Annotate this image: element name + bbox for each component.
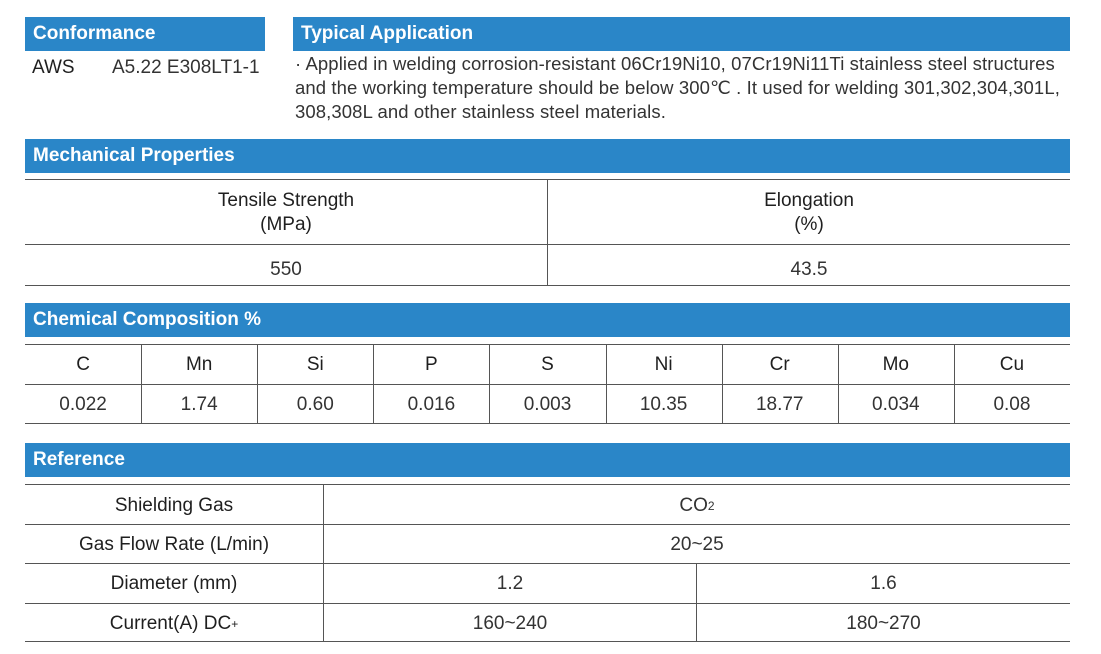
ref-rule-1: [25, 524, 1070, 525]
chem-element-ni: Ni: [654, 354, 673, 375]
current-label-superscript: +: [231, 616, 239, 631]
elongation-label: Elongation: [764, 190, 854, 211]
current-value-2: 180~270: [846, 612, 921, 634]
shielding-gas-formula: CO: [679, 494, 708, 516]
chem-element-si: Si: [306, 354, 324, 375]
gas-flow-rate-label: Gas Flow Rate (L/min): [78, 534, 270, 555]
chem-element-cr: Cr: [769, 354, 790, 375]
chem-element-p: P: [425, 354, 438, 375]
chemical-composition-header: Chemical Composition %: [25, 303, 1070, 337]
chem-element-c: C: [76, 354, 90, 375]
elongation-unit: (%): [794, 214, 824, 235]
shielding-gas-value: [324, 487, 1070, 524]
mech-mid-rule: [25, 244, 1070, 245]
conformance-header: Conformance: [25, 17, 265, 51]
chem-value-s: 0.003: [523, 393, 572, 415]
chem-column-divider: [257, 345, 258, 423]
mech-bottom-rule: [25, 285, 1070, 286]
chem-column-divider: [489, 345, 490, 423]
chem-value-cr: 18.77: [755, 393, 804, 415]
chem-element-mo: Mo: [882, 354, 910, 375]
chem-element-mn: Mn: [185, 354, 213, 375]
current-value-1: 160~240: [472, 612, 548, 634]
gas-flow-rate-value: 20~25: [670, 534, 724, 555]
chem-value-mn: 1.74: [180, 393, 218, 415]
chem-column-divider: [838, 345, 839, 423]
chem-element-cu: Cu: [999, 354, 1025, 375]
chem-element-s: S: [541, 354, 554, 375]
ref-top-rule: [25, 484, 1070, 485]
tensile-strength-unit: (MPa): [260, 214, 312, 235]
typical-application-header: Typical Application: [293, 17, 1070, 51]
chem-value-c: 0.022: [59, 393, 107, 415]
chem-bottom-rule: [25, 423, 1070, 424]
chem-column-divider: [606, 345, 607, 423]
chem-top-rule: [25, 344, 1070, 345]
chem-value-p: 0.016: [407, 393, 456, 415]
conformance-standard: AWS: [32, 57, 75, 78]
chem-column-divider: [722, 345, 723, 423]
chem-value-si: 0.60: [296, 393, 334, 415]
chem-column-divider: [141, 345, 142, 423]
chem-value-mo: 0.034: [872, 393, 920, 415]
mechanical-properties-header: Mechanical Properties: [25, 139, 1070, 173]
typical-application-text: · Applied in welding corrosion-resistant 06Cr19Ni10, 07Cr19Ni11Ti stainless steel structures and the working temperature should be below 300℃ . It used for welding 301,302,304,301L, 308,308L and other stainless steel materials.: [295, 53, 1060, 122]
chem-mid-rule: [25, 384, 1070, 385]
chem-value-ni: 10.35: [639, 393, 688, 415]
diameter-label: Diameter (mm): [110, 573, 238, 594]
chem-column-divider: [954, 345, 955, 423]
diameter-value-2: 1.6: [870, 573, 897, 594]
reference-header: Reference: [25, 443, 1070, 477]
elongation-value: 43.5: [790, 259, 828, 280]
ref-rule-3: [25, 603, 1070, 604]
tensile-strength-header: [25, 182, 547, 244]
shielding-gas-label: Shielding Gas: [114, 494, 234, 516]
shielding-gas-subscript: 2: [707, 498, 715, 513]
tensile-strength-label: Tensile Strength: [217, 190, 355, 211]
current-label: [25, 605, 323, 642]
current-label-text: Current(A) DC: [109, 612, 232, 634]
diameter-value-1: 1.2: [496, 573, 524, 594]
chem-value-cu: 0.08: [993, 393, 1031, 415]
tensile-strength-value: 550: [270, 259, 302, 280]
conformance-classification: A5.22 E308LT1-1: [112, 57, 260, 78]
chem-column-divider: [373, 345, 374, 423]
elongation-header: [548, 182, 1070, 244]
